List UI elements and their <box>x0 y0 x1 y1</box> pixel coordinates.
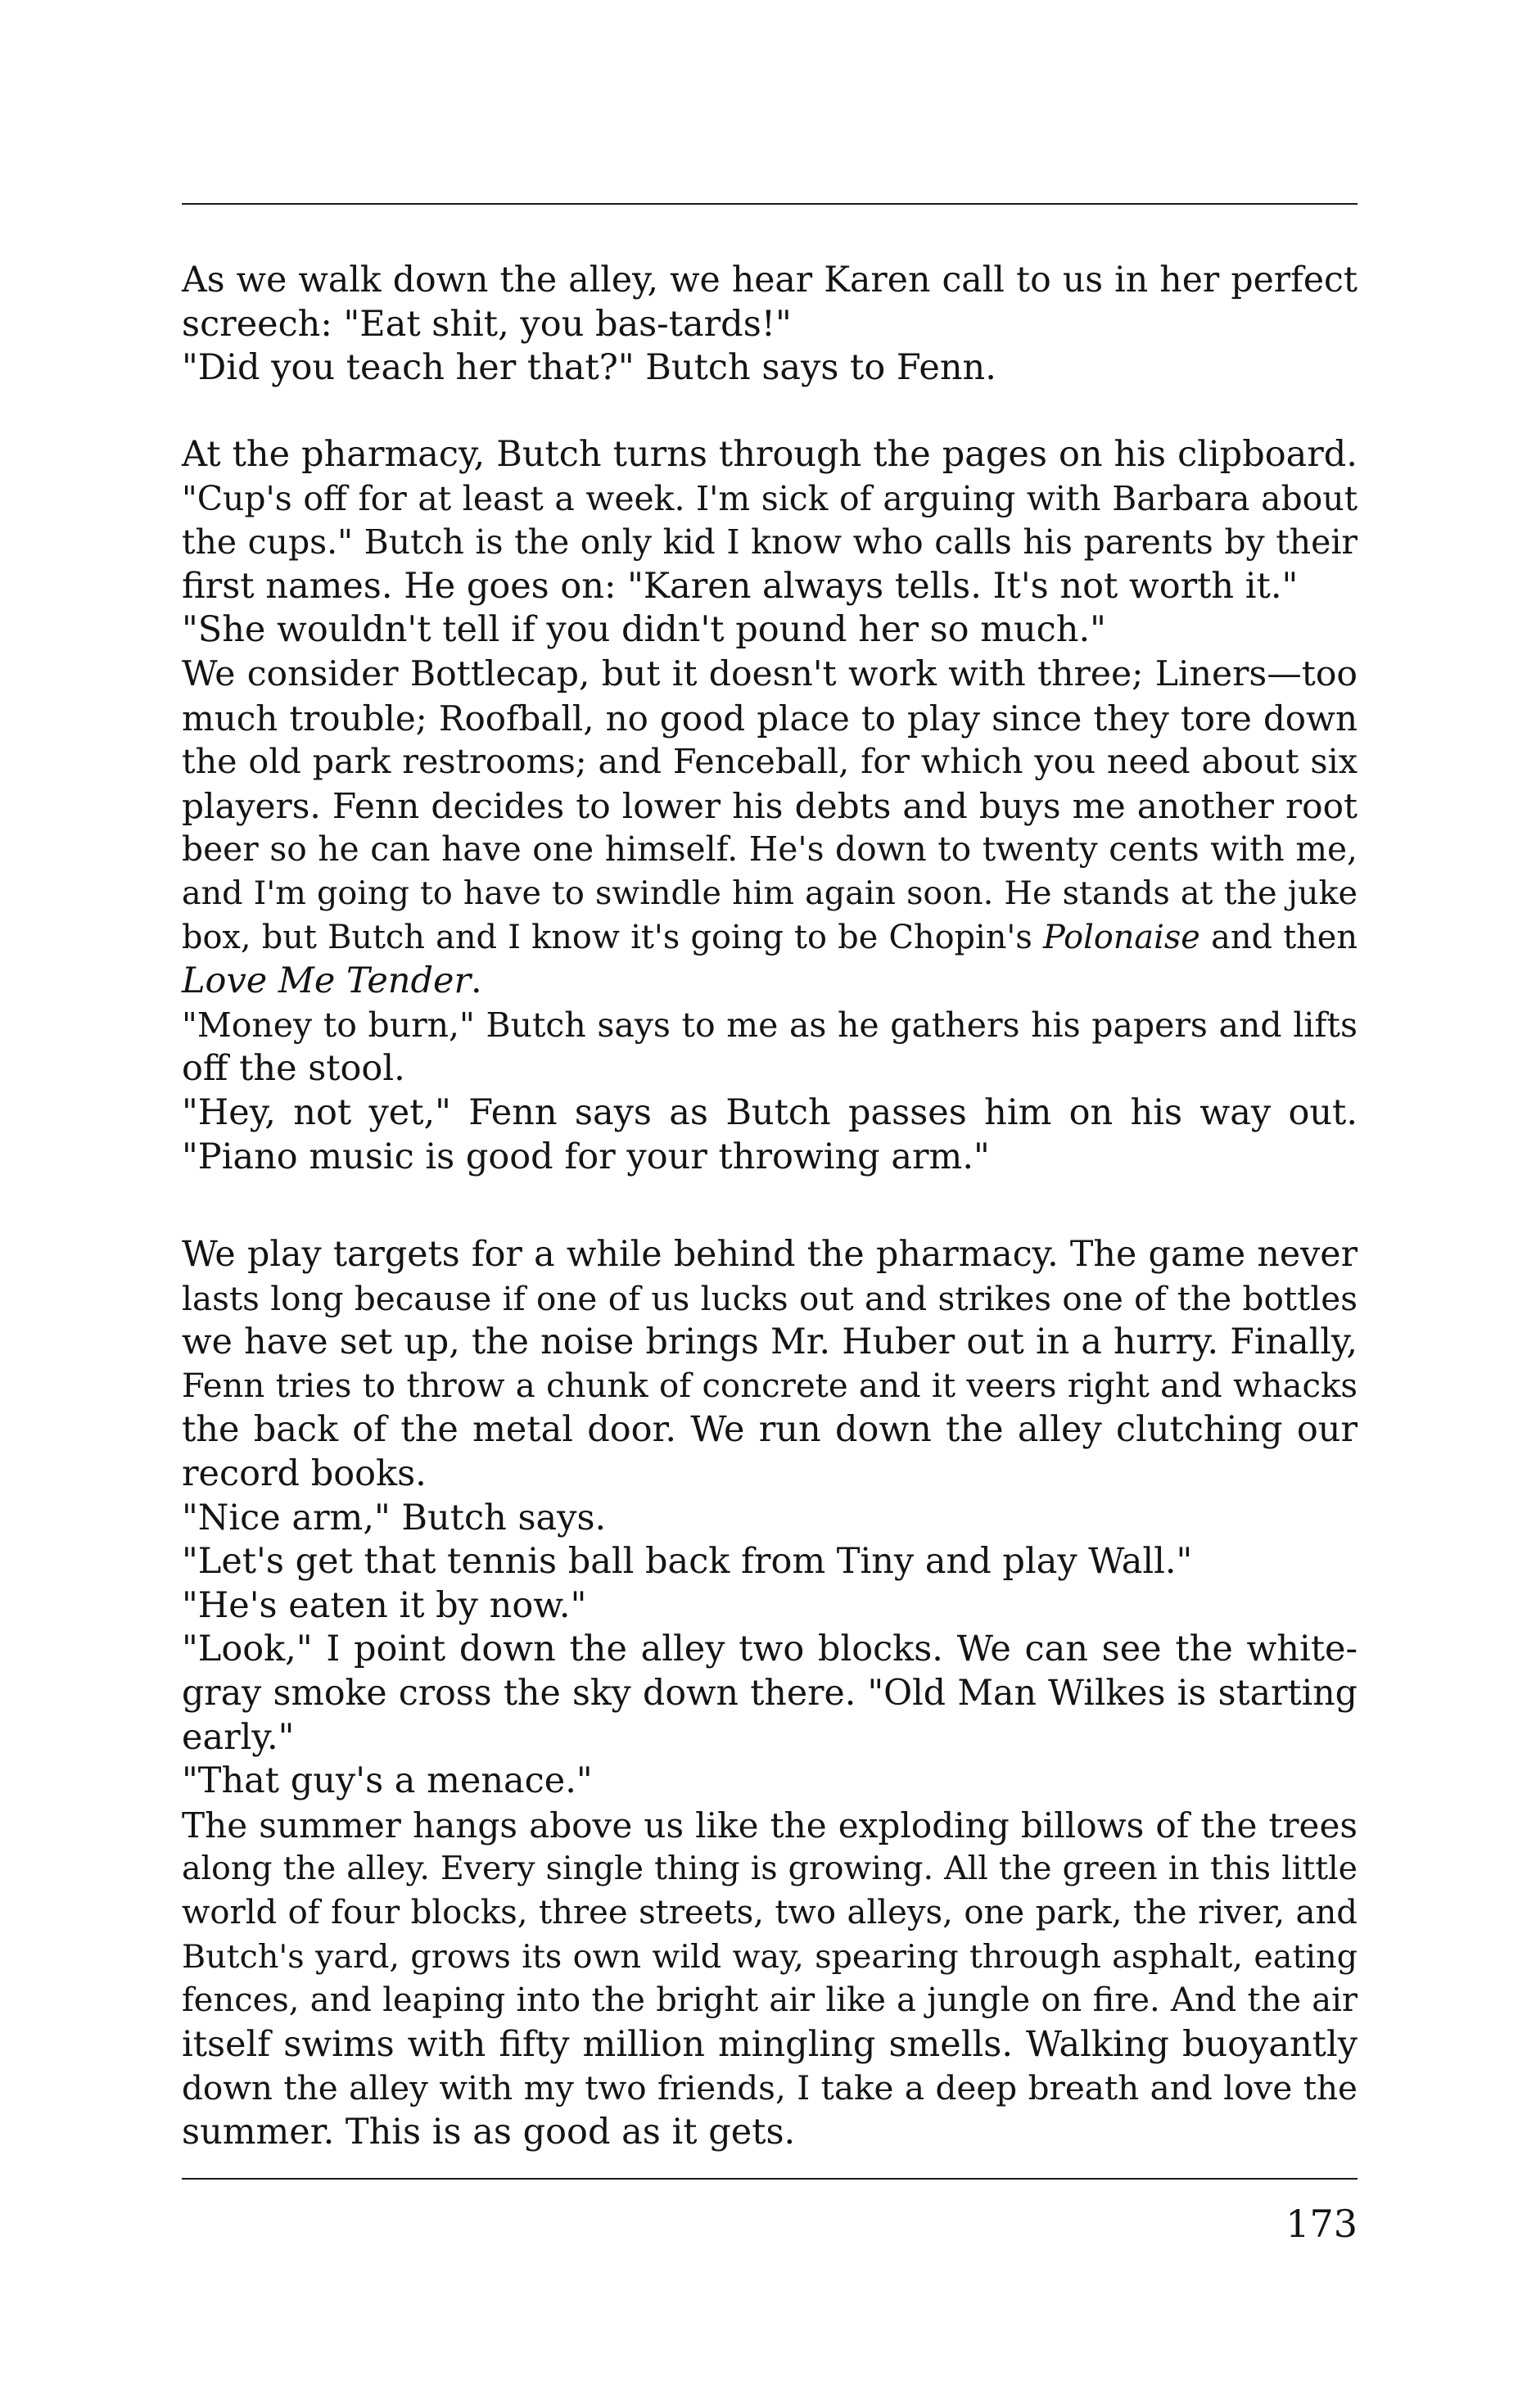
text-line: we have set up, the noise brings Mr. Huber out in a hurry. Finally, <box>182 1321 1358 1363</box>
text-line: At the pharmacy, Butch turns through the pages on his clipboard. <box>182 434 1358 475</box>
top-rule <box>182 203 1358 205</box>
text-line: "That guy's a menace." <box>182 1760 593 1802</box>
text-section-targets <box>182 1233 1358 2154</box>
text-line: record books. <box>182 1452 427 1494</box>
text-line: early." <box>182 1716 295 1758</box>
text-line: "Look," I point down the alley two blocks. We can see the white- <box>182 1629 1358 1670</box>
text-line: the old park restrooms; and Fenceball, for which you need about six <box>182 742 1358 782</box>
text-line: "Cup's off for at least a week. I'm sick of arguing with Barbara about <box>182 478 1358 518</box>
text-line: The summer hangs above us like the exploding billows of the trees <box>182 1805 1358 1846</box>
text-line: beer so he can have one himself. He's down to twenty cents with me, <box>182 829 1358 870</box>
text-line: fences, and leaping into the bright air like a jungle on fire. And the air <box>182 1981 1358 2020</box>
text-line: players. Fenn decides to lower his debts and buys me another root <box>182 785 1358 826</box>
text-line: "Hey, not yet," Fenn says as Butch passes him on his way out. <box>182 1091 1358 1133</box>
text-line: "Let's get that tennis ball back from Tiny and play Wall." <box>182 1541 1193 1583</box>
text-line: Love Me Tender. <box>182 960 482 1002</box>
text-line: lasts long because if one of us lucks out and strikes one of the bottles <box>182 1278 1358 1318</box>
text-line: world of four blocks, three streets, two alleys, one park, the river, and <box>182 1893 1358 1931</box>
page-number: 173 <box>1285 2202 1358 2246</box>
text-line: and I'm going to have to swindle him again soon. He stands at the juke <box>182 874 1358 912</box>
text-line: As we walk down the alley, we hear Karen call to us in her perfect <box>182 260 1358 300</box>
text-line: "Money to burn," Butch says to me as he gathers his papers and lifts <box>182 1005 1358 1045</box>
text-line: "Piano music is good for your throwing arm." <box>182 1136 990 1177</box>
text-line: Butch's yard, grows its own wild way, spearing through asphalt, eating <box>182 1937 1358 1976</box>
text-line: the cups." Butch is the only kid I know who calls his parents by their <box>182 522 1358 562</box>
text-line: "Did you teach her that?" Butch says to Fenn. <box>182 347 996 389</box>
text-line: the back of the metal door. We run down the alley clutching our <box>182 1409 1358 1451</box>
text-line: along the alley. Every single thing is growing. All the green in this little <box>182 1850 1358 1888</box>
text-line: "Nice arm," Butch says. <box>182 1497 607 1538</box>
text-line: itself swims with fifty million mingling smells. Walking buoyantly <box>182 2023 1358 2065</box>
text-section-alley <box>182 259 1358 391</box>
bottom-rule <box>182 2178 1358 2180</box>
text-line: summer. This is as good as it gets. <box>182 2111 796 2153</box>
text-line: box, but Butch and I know it's going to be Chopin's Polonaise and then <box>182 918 1358 956</box>
text-line: We play targets for a while behind the pharmacy. The game never <box>182 1234 1358 1275</box>
text-line: gray smoke cross the sky down there. "Old Man Wilkes is starting <box>182 1672 1358 1714</box>
text-line: "He's eaten it by now." <box>182 1584 587 1626</box>
text-line: "She wouldn't tell if you didn't pound her so much." <box>182 609 1106 651</box>
text-line: We consider Bottlecap, but it doesn't work with three; Liners—too <box>182 653 1358 694</box>
text-section-pharmacy <box>182 433 1358 1179</box>
text-line: down the alley with my two friends, I take a deep breath and love the <box>182 2068 1358 2108</box>
text-line: first names. He goes on: "Karen always tells. It's not worth it." <box>182 565 1299 607</box>
text-line: screech: "Eat shit, you bas-tards!" <box>182 303 792 345</box>
text-line: off the stool. <box>182 1048 405 1090</box>
text-line: much trouble; Roofball, no good place to play since they tore down <box>182 698 1358 739</box>
text-line: Fenn tries to throw a chunk of concrete and it veers right and whacks <box>182 1367 1358 1405</box>
